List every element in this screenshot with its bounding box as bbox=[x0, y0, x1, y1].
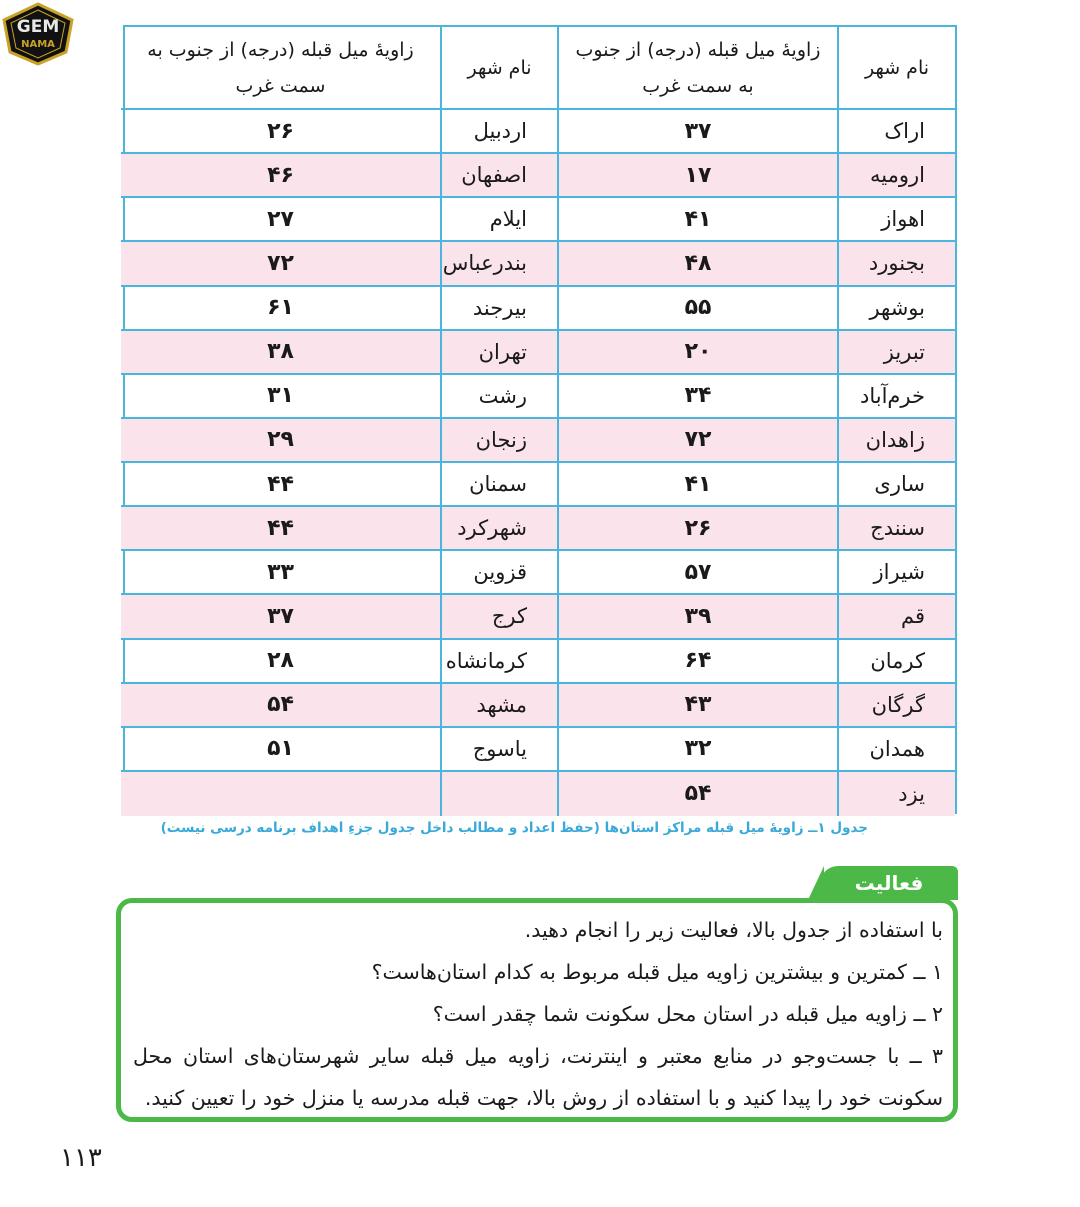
qibla-angle-cell: ۵۷ bbox=[557, 551, 837, 595]
qibla-angle-cell bbox=[121, 772, 440, 816]
activity-intro: با استفاده از جدول بالا، فعالیت زیر را انجام دهید. bbox=[524, 918, 943, 942]
city-name-cell: شهرکرد bbox=[440, 507, 557, 551]
qibla-angle-cell: ۵۱ bbox=[121, 728, 440, 772]
activity-title: فعالیت bbox=[820, 866, 958, 900]
qibla-angle-cell: ۳۷ bbox=[121, 595, 440, 639]
qibla-angle-cell: ۴۱ bbox=[557, 198, 837, 242]
qibla-angle-cell: ۷۲ bbox=[121, 242, 440, 286]
city-name-cell: گرگان bbox=[837, 684, 955, 728]
logo-subtext: NAMA bbox=[21, 39, 55, 50]
qibla-angle-cell: ۲۷ bbox=[121, 198, 440, 242]
city-name-cell: قم bbox=[837, 595, 955, 639]
city-name-cell: تهران bbox=[440, 331, 557, 375]
qibla-angle-cell: ۴۱ bbox=[557, 463, 837, 507]
qibla-angle-table bbox=[123, 25, 957, 814]
qibla-angle-cell: ۳۷ bbox=[557, 110, 837, 154]
qibla-angle-cell: ۳۴ bbox=[557, 375, 837, 419]
activity-item-2: ۲ ــ زاویه میل قبله در استان محل سکونت شما چقدر است؟ bbox=[432, 1002, 943, 1026]
city-name-cell: تبریز bbox=[837, 331, 955, 375]
city-name-cell: سمنان bbox=[440, 463, 557, 507]
city-name-cell: ساری bbox=[837, 463, 955, 507]
city-name-cell: زنجان bbox=[440, 419, 557, 463]
qibla-angle-cell: ۶۴ bbox=[557, 640, 837, 684]
city-name-cell: شیراز bbox=[837, 551, 955, 595]
header-angle-1: زاویهٔ میل قبله (درجه) از جنوب به سمت غرب bbox=[557, 27, 837, 110]
city-name-cell: بندرعباس bbox=[440, 242, 557, 286]
qibla-angle-cell: ۳۱ bbox=[121, 375, 440, 419]
city-name-cell: اردبیل bbox=[440, 110, 557, 154]
city-name-cell: ایلام bbox=[440, 198, 557, 242]
city-name-cell: سنندج bbox=[837, 507, 955, 551]
qibla-angle-cell: ۳۲ bbox=[557, 728, 837, 772]
city-name-cell: کرج bbox=[440, 595, 557, 639]
city-name-cell: اصفهان bbox=[440, 154, 557, 198]
city-name-cell: کرمان bbox=[837, 640, 955, 684]
city-name-cell: اراک bbox=[837, 110, 955, 154]
qibla-angle-cell: ۲۰ bbox=[557, 331, 837, 375]
activity-item-3: ۳ ــ با جست‌وجو در منابع معتبر و اینترنت، زاویه میل قبله سایر شهرستان‌های استان محل سکونت خود را پیدا کنید و با استفاده از روش بالا، جهت قبله مدرسه یا منزل خود را تعیین کنید. bbox=[133, 1044, 943, 1110]
header-city-1: نام شهر bbox=[837, 27, 955, 110]
qibla-angle-cell: ۵۴ bbox=[121, 684, 440, 728]
qibla-angle-cell: ۲۸ bbox=[121, 640, 440, 684]
qibla-angle-cell: ۴۳ bbox=[557, 684, 837, 728]
qibla-angle-cell: ۴۶ bbox=[121, 154, 440, 198]
logo-text: GEM bbox=[16, 17, 60, 37]
activity-box bbox=[116, 898, 958, 1122]
qibla-angle-cell: ۴۴ bbox=[121, 463, 440, 507]
header-city-2: نام شهر bbox=[440, 27, 557, 110]
page-number: ۱۱۳ bbox=[60, 1143, 102, 1173]
activity-item-1: ۱ ــ کمترین و بیشترین زاویه میل قبله مربوط به کدام استان‌هاست؟ bbox=[371, 960, 943, 984]
qibla-angle-cell: ۵۵ bbox=[557, 287, 837, 331]
qibla-angle-cell: ۱۷ bbox=[557, 154, 837, 198]
city-name-cell: اهواز bbox=[837, 198, 955, 242]
city-name-cell: مشهد bbox=[440, 684, 557, 728]
header-angle-2: زاویهٔ میل قبله (درجه) از جنوب به سمت غرب bbox=[121, 27, 440, 110]
qibla-angle-cell: ۲۶ bbox=[557, 507, 837, 551]
qibla-angle-cell: ۳۳ bbox=[121, 551, 440, 595]
city-name-cell: کرمانشاه bbox=[440, 640, 557, 684]
city-name-cell: ارومیه bbox=[837, 154, 955, 198]
city-name-cell: رشت bbox=[440, 375, 557, 419]
city-name-cell bbox=[440, 772, 557, 816]
city-name-cell: زاهدان bbox=[837, 419, 955, 463]
table-caption: جدول ۱ــ زاویهٔ میل قبله مراکز استان‌ها (حفظ اعداد و مطالب داخل جدول جزءِ اهداف برنامه درسی نیست) bbox=[160, 820, 868, 836]
city-name-cell: یزد bbox=[837, 772, 955, 816]
qibla-angle-cell: ۴۴ bbox=[121, 507, 440, 551]
qibla-angle-cell: ۵۴ bbox=[557, 772, 837, 816]
city-name-cell: خرم‌آباد bbox=[837, 375, 955, 419]
qibla-angle-cell: ۶۱ bbox=[121, 287, 440, 331]
qibla-angle-cell: ۳۹ bbox=[557, 595, 837, 639]
city-name-cell: بجنورد bbox=[837, 242, 955, 286]
qibla-angle-cell: ۷۲ bbox=[557, 419, 837, 463]
qibla-angle-cell: ۲۶ bbox=[121, 110, 440, 154]
city-name-cell: یاسوج bbox=[440, 728, 557, 772]
qibla-angle-cell: ۲۹ bbox=[121, 419, 440, 463]
city-name-cell: همدان bbox=[837, 728, 955, 772]
gem-nama-logo bbox=[2, 2, 74, 66]
city-name-cell: بوشهر bbox=[837, 287, 955, 331]
qibla-angle-cell: ۳۸ bbox=[121, 331, 440, 375]
city-name-cell: قزوین bbox=[440, 551, 557, 595]
qibla-angle-cell: ۴۸ bbox=[557, 242, 837, 286]
city-name-cell: بیرجند bbox=[440, 287, 557, 331]
